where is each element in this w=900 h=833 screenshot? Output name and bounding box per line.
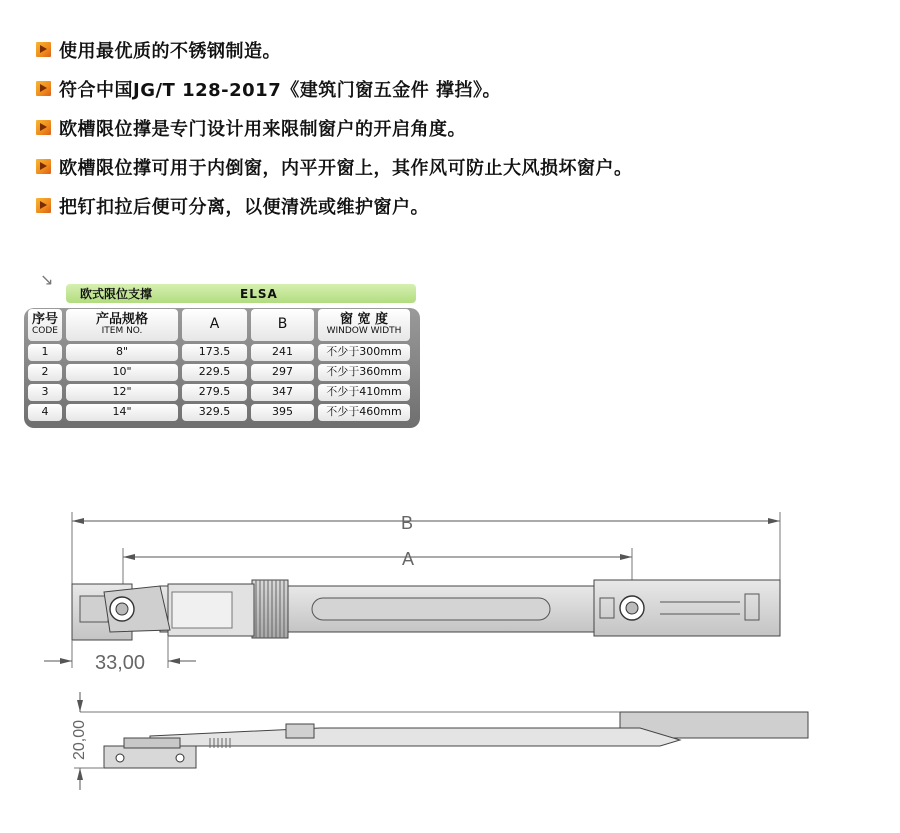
cell-item: 8" [66,344,178,361]
feature-item: 把钉扣拉后便可分离，以便清洗或维护窗户。 [36,186,886,225]
cell-b: 347 [251,384,314,401]
corner-arrow-icon: ↘ [40,270,54,289]
stay-top-view [72,580,780,640]
header-a: A [182,309,247,341]
dimension-offset [44,636,196,674]
feature-item: 欧槽限位撑可用于内倒窗，内平开窗上，其作风可防止大风损坏窗户。 [36,147,886,186]
dimension-b-label: B [400,513,414,533]
feature-item: 使用最优质的不锈钢制造。 [36,30,886,69]
header-item: 产品规格 ITEM NO. [66,309,178,341]
cell-code: 4 [28,404,62,421]
cell-window-width: 不少于300mm [318,344,410,361]
cell-a: 229.5 [182,364,247,381]
dimension-offset-label: 33,00 [94,652,146,674]
feature-item: 欧槽限位撑是专门设计用来限制窗户的开启角度。 [36,108,886,147]
stay-side-view [80,712,808,768]
cell-a: 279.5 [182,384,247,401]
dimension-a-label: A [401,549,415,569]
cell-item: 14" [66,404,178,421]
cell-code: 3 [28,384,62,401]
dimension-height-label: 20,00 [71,719,88,761]
cell-item: 12" [66,384,178,401]
cell-a: 173.5 [182,344,247,361]
cell-b: 297 [251,364,314,381]
feature-item: 符合中国JG/T 128-2017《建筑门窗五金件 撑挡》。 [36,69,886,108]
dimension-b [72,512,780,590]
header-window-width: 窗 宽 度 WINDOW WIDTH [318,309,410,341]
cell-item: 10" [66,364,178,381]
table-title: 欧式限位支撑 [80,287,153,301]
dimension-height [71,692,104,790]
cell-code: 1 [28,344,62,361]
cell-window-width: 不少于410mm [318,384,410,401]
cell-window-width: 不少于360mm [318,364,410,381]
header-b: B [251,309,314,341]
cell-b: 395 [251,404,314,421]
cell-window-width: 不少于460mm [318,404,410,421]
cell-b: 241 [251,344,314,361]
header-code: 序号 CODE [28,309,62,341]
cell-code: 2 [28,364,62,381]
cell-a: 329.5 [182,404,247,421]
table-title-code: ELSA [240,286,278,301]
